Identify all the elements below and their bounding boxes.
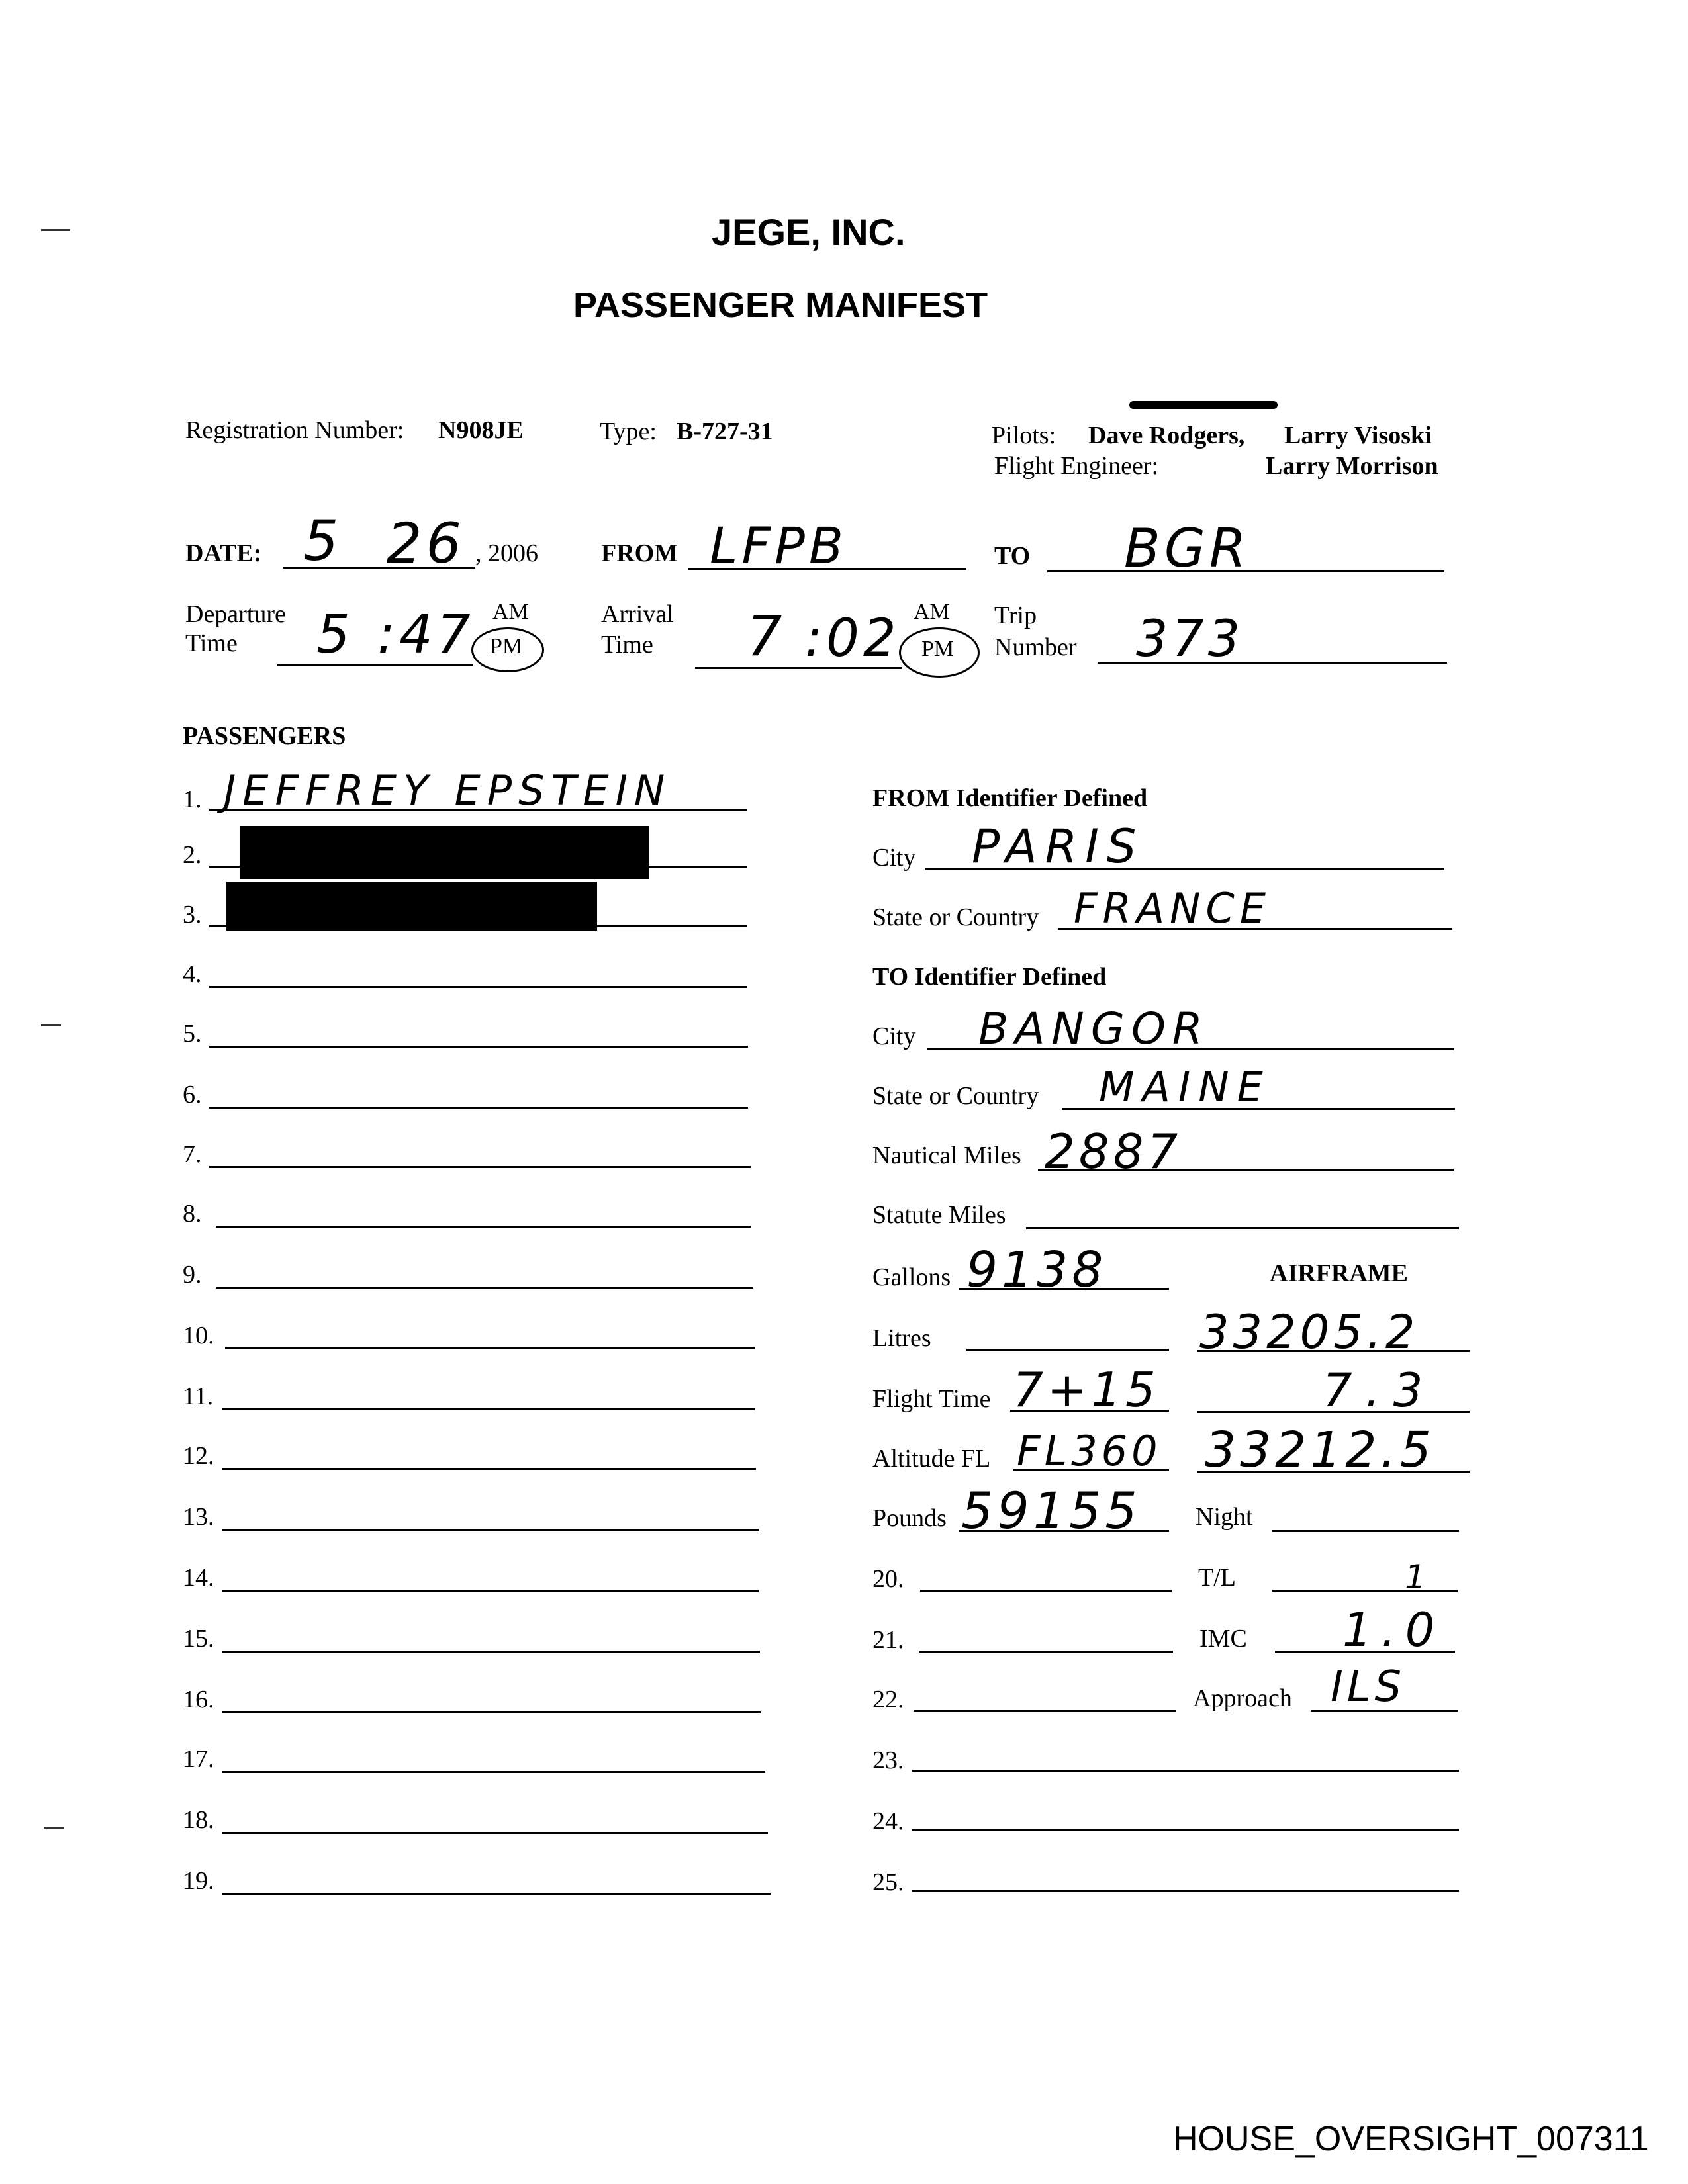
passenger-number: 10. — [183, 1322, 214, 1349]
date-day: 26 — [387, 511, 465, 576]
to-state-label: State or Country — [872, 1082, 1039, 1110]
from-city: PARIS — [972, 819, 1145, 874]
passenger-number: 16. — [183, 1686, 214, 1713]
to-state-line — [1062, 1108, 1455, 1110]
row-line — [912, 1829, 1459, 1831]
passenger-line — [222, 1408, 755, 1410]
passenger-line — [209, 986, 747, 988]
gallons: 9138 — [966, 1242, 1107, 1298]
airframe-time: 7.3 — [1323, 1363, 1436, 1418]
company-name: JEGE, INC. — [712, 211, 906, 253]
scan-speck — [44, 1827, 64, 1829]
passenger-number: 14. — [183, 1564, 214, 1592]
page-title: PASSENGER MANIFEST — [573, 285, 988, 325]
type-label: Type: — [600, 418, 657, 445]
passenger-number: 12. — [183, 1442, 214, 1470]
arrival-label-2: Time — [601, 631, 653, 659]
nautical-miles: 2887 — [1045, 1124, 1182, 1179]
passenger-line — [209, 809, 747, 811]
row-line — [912, 1770, 1459, 1772]
passenger-line — [222, 1590, 759, 1592]
imc-line — [1275, 1651, 1455, 1653]
nautical-miles-line — [1038, 1169, 1454, 1171]
to-identifier-heading: TO Identifier Defined — [872, 963, 1107, 991]
departure-label-2: Time — [185, 629, 238, 657]
row-line — [920, 1590, 1172, 1592]
to-value: BGR — [1124, 518, 1250, 579]
document-id: HOUSE_OVERSIGHT_007311 — [1173, 2120, 1649, 2158]
altitude: FL360 — [1017, 1427, 1162, 1475]
night-label: Night — [1196, 1503, 1253, 1531]
to-city-line — [927, 1048, 1454, 1050]
passenger-line — [222, 1832, 768, 1834]
passenger-number: 13. — [183, 1503, 214, 1531]
altitude-label: Altitude FL — [872, 1445, 991, 1473]
passenger-number: 9. — [183, 1261, 202, 1289]
flight-time-line — [1010, 1410, 1169, 1412]
passenger-line — [209, 1107, 748, 1109]
redaction-box — [240, 826, 649, 879]
date-month: 5 — [303, 508, 343, 573]
departure-hour: 5 — [316, 604, 354, 665]
passenger-number: 3. — [183, 901, 202, 929]
arrival-pm: PM — [921, 637, 955, 661]
to-city: BANGOR — [978, 1003, 1209, 1054]
airframe-altitude-line — [1197, 1471, 1470, 1473]
gallons-line — [959, 1288, 1169, 1290]
trip-label-2: Number — [994, 633, 1077, 661]
litres-line — [966, 1349, 1169, 1351]
tl-label: T/L — [1198, 1564, 1236, 1592]
statute-miles-line — [1026, 1227, 1459, 1229]
approach-label: Approach — [1193, 1684, 1292, 1712]
registration-value: N908JE — [438, 416, 524, 444]
to-label: TO — [994, 542, 1031, 570]
from-line — [688, 568, 966, 570]
statute-miles-label: Statute Miles — [872, 1201, 1006, 1229]
pounds: 59155 — [961, 1481, 1141, 1540]
from-identifier-heading: FROM Identifier Defined — [872, 784, 1148, 812]
arrival-label-1: Arrival — [601, 600, 674, 628]
date-year: , 2006 — [475, 539, 538, 567]
arrival-minutes: :02 — [805, 609, 900, 668]
airframe-litres-line — [1197, 1350, 1470, 1352]
row-number: 20. — [872, 1565, 904, 1593]
passenger-line — [216, 1287, 753, 1289]
flight-time-label: Flight Time — [872, 1385, 991, 1413]
passenger-number: 5. — [183, 1020, 202, 1048]
passenger-line — [222, 1771, 765, 1773]
from-city-label: City — [872, 844, 916, 872]
altitude-line — [1013, 1469, 1169, 1471]
row-line — [912, 1890, 1459, 1892]
arrival-hour: 7 — [747, 604, 786, 668]
from-state: FRANCE — [1074, 884, 1271, 933]
engineer-label: Flight Engineer: — [994, 452, 1159, 480]
from-value: LFPB — [710, 516, 848, 575]
pilot-2: Larry Visoski — [1284, 422, 1432, 449]
departure-label-1: Departure — [185, 600, 286, 628]
passenger-number: 15. — [183, 1625, 214, 1653]
passenger-line — [209, 1046, 748, 1048]
row-number: 25. — [872, 1868, 904, 1896]
pounds-line — [959, 1530, 1169, 1532]
tl-line — [1272, 1590, 1458, 1592]
passenger-number: 6. — [183, 1081, 202, 1109]
passenger-number: 1. — [183, 786, 202, 813]
passenger-number: 7. — [183, 1140, 202, 1168]
departure-minutes: :47 — [377, 604, 475, 665]
to-state: MAINE — [1099, 1063, 1271, 1111]
passenger-number: 8. — [183, 1200, 202, 1228]
to-line — [1047, 570, 1444, 572]
passenger-number: 19. — [183, 1867, 214, 1895]
row-line — [914, 1710, 1176, 1712]
arrival-am: AM — [914, 600, 950, 624]
registration-label: Registration Number: — [185, 416, 404, 444]
scan-speck — [41, 229, 70, 231]
flight-time: 7+15 — [1013, 1362, 1160, 1418]
passenger-line — [222, 1468, 756, 1470]
gallons-label: Gallons — [872, 1263, 951, 1291]
engineer-value: Larry Morrison — [1266, 452, 1438, 480]
imc-value: 1.0 — [1342, 1603, 1444, 1657]
type-value: B-727-31 — [677, 418, 773, 445]
departure-pm: PM — [490, 634, 523, 659]
airframe-label: AIRFRAME — [1270, 1259, 1408, 1287]
trip-line — [1098, 662, 1447, 664]
from-state-line — [1058, 928, 1452, 930]
passenger-line — [216, 1226, 751, 1228]
airframe-altitude: 33212.5 — [1205, 1422, 1436, 1479]
passenger-line — [222, 1529, 759, 1531]
passenger-line — [222, 1711, 761, 1713]
departure-am: AM — [492, 600, 529, 624]
from-city-line — [925, 868, 1444, 870]
passenger-number: 11. — [183, 1383, 214, 1410]
passenger-line — [225, 1347, 755, 1349]
trip-number: 373 — [1136, 609, 1244, 668]
passenger-name: JEFFREY EPSTEIN — [224, 766, 672, 815]
scan-speck — [41, 1024, 61, 1026]
airframe-time-line — [1197, 1411, 1470, 1413]
trip-label-1: Trip — [994, 602, 1037, 629]
passenger-line — [209, 1166, 751, 1168]
imc-label: IMC — [1199, 1625, 1247, 1653]
passenger-number: 17. — [183, 1745, 214, 1773]
departure-line — [277, 664, 473, 666]
passenger-number: 18. — [183, 1806, 214, 1834]
approach-line — [1311, 1710, 1458, 1712]
airframe-litres: 33205.2 — [1199, 1305, 1419, 1359]
from-state-label: State or Country — [872, 903, 1039, 931]
pilot-1: Dave Rodgers, — [1088, 422, 1245, 449]
passenger-line — [222, 1651, 760, 1653]
redaction-box — [226, 882, 597, 931]
row-number: 23. — [872, 1747, 904, 1774]
litres-label: Litres — [872, 1324, 931, 1352]
approach-value: ILS — [1331, 1662, 1406, 1711]
to-city-label: City — [872, 1023, 916, 1050]
arrival-line — [695, 667, 902, 669]
passenger-line — [222, 1893, 771, 1895]
pilots-label: Pilots: — [992, 422, 1056, 449]
row-number: 24. — [872, 1807, 904, 1835]
scribbled-out-name — [1129, 401, 1278, 409]
row-number: 21. — [872, 1626, 904, 1654]
date-label: DATE: — [185, 539, 262, 567]
pounds-label: Pounds — [872, 1504, 947, 1532]
night-line — [1272, 1530, 1459, 1532]
nautical-miles-label: Nautical Miles — [872, 1142, 1021, 1169]
passenger-number: 2. — [183, 841, 202, 869]
row-line — [919, 1651, 1173, 1653]
from-label: FROM — [601, 539, 679, 567]
date-line — [283, 567, 475, 569]
tl-value: 1 — [1405, 1558, 1430, 1596]
passengers-heading: PASSENGERS — [183, 722, 346, 750]
passenger-number: 4. — [183, 960, 202, 988]
row-number: 22. — [872, 1686, 904, 1713]
